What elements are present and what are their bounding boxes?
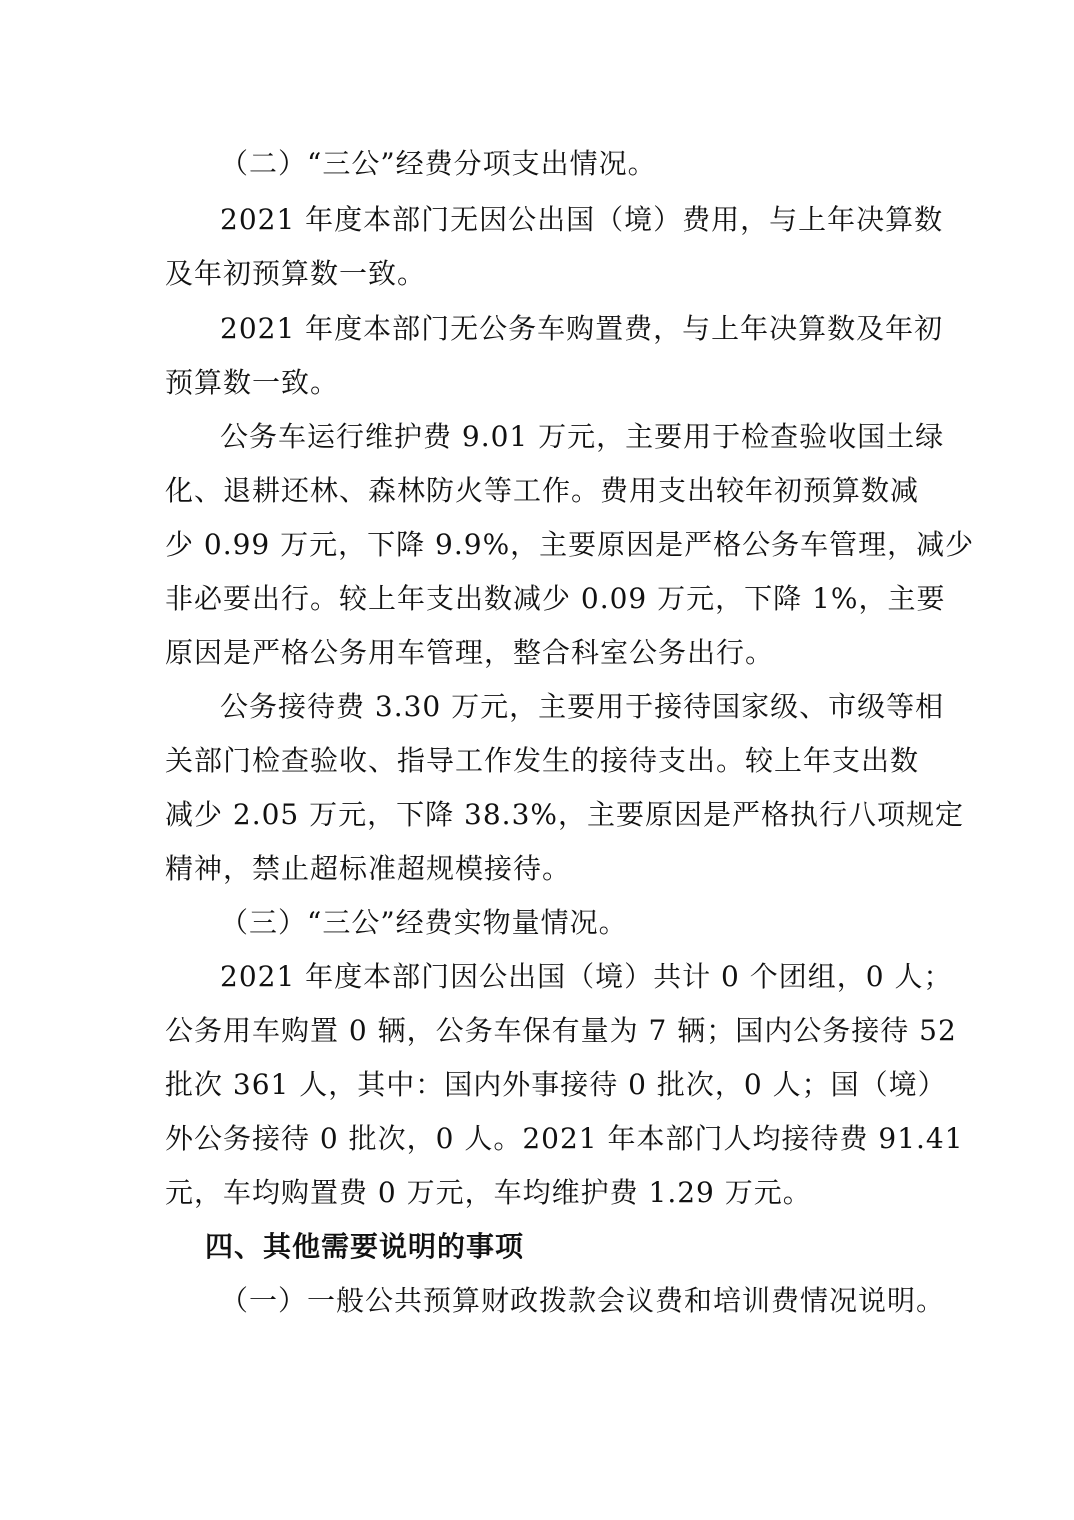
paragraph-line: 少 0.99 万元，下降 9.9%，主要原因是严格公务车管理，减少 [165, 528, 975, 561]
paragraph-line: 2021 年度本部门无因公出国（境）费用，与上年决算数 [220, 203, 944, 236]
paragraph-line: 非必要出行。较上年支出数减少 0.09 万元，下降 1%，主要 [165, 582, 946, 615]
paragraph-line: 外公务接待 0 批次，0 人。2021 年本部门人均接待费 91.41 [165, 1122, 964, 1155]
paragraph-line: 化、退耕还林、森林防火等工作。费用支出较年初预算数减 [165, 474, 920, 507]
paragraph-line: 关部门检查验收、指导工作发生的接待支出。较上年支出数 [165, 744, 920, 777]
section-heading-sangong-itemized: （二）“三公”经费分项支出情况。 [220, 147, 657, 180]
paragraph-line: 原因是严格公务用车管理，整合科室公务出行。 [165, 636, 775, 669]
paragraph-line: 公务接待费 3.30 万元，主要用于接待国家级、市级等相 [220, 690, 945, 723]
paragraph-line: 精神，禁止超标准超规模接待。 [165, 852, 572, 885]
paragraph-line: 减少 2.05 万元，下降 38.3%，主要原因是严格执行八项规定 [165, 798, 964, 831]
paragraph-line: 公务车运行维护费 9.01 万元，主要用于检查验收国土绿 [220, 420, 945, 453]
paragraph-line: 2021 年度本部门无公务车购置费，与上年决算数及年初 [220, 312, 944, 345]
paragraph-line: 公务用车购置 0 辆，公务车保有量为 7 辆；国内公务接待 52 [165, 1014, 957, 1047]
paragraph-line: 批次 361 人，其中：国内外事接待 0 批次，0 人；国（境） [165, 1068, 947, 1101]
section-heading-sangong-physical: （三）“三公”经费实物量情况。 [220, 906, 628, 939]
paragraph-line: 预算数一致。 [165, 366, 340, 399]
paragraph-line: 2021 年度本部门因公出国（境）共计 0 个团组，0 人； [220, 960, 953, 993]
section-heading-other-matters: 四、其他需要说明的事项 [205, 1230, 525, 1263]
section-heading-meeting-training: （一）一般公共预算财政拨款会议费和培训费情况说明。 [220, 1284, 946, 1317]
paragraph-line: 及年初预算数一致。 [165, 257, 427, 290]
paragraph-line: 元，车均购置费 0 万元，车均维护费 1.29 万元。 [165, 1176, 812, 1209]
